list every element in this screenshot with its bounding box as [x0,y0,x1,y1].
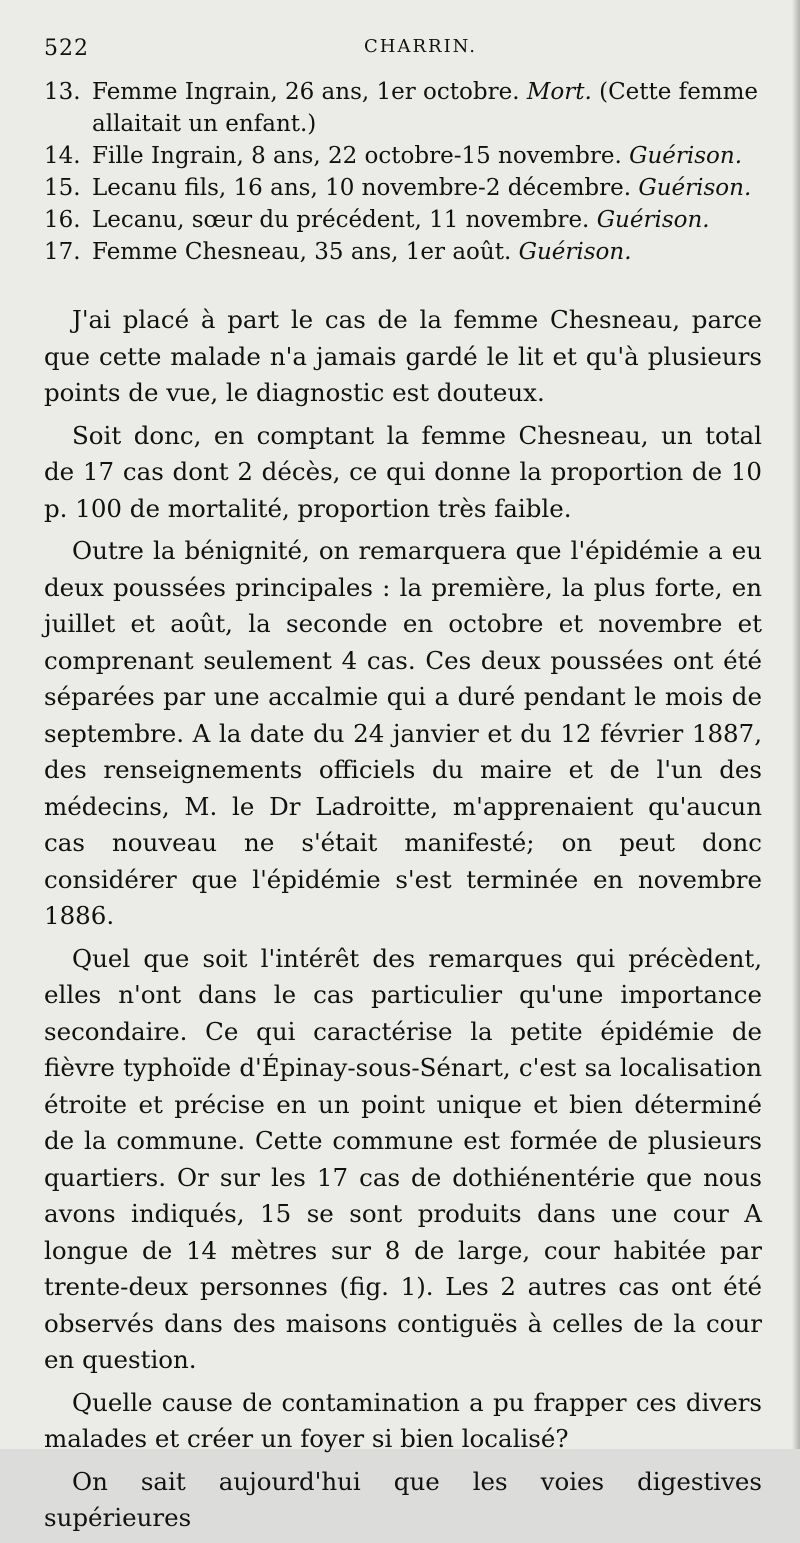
paragraph: Soit donc, en comptant la femme Chesneau, un total de 17 cas dont 2 décès, ce qui donne la proportion de 10 p. 100 de mortalité, proportion très faible. [44,420,762,523]
case-number: 17. [44,239,81,265]
case-list [44,76,764,268]
paragraph: Quelle cause de contamination a pu frapper ces divers malades et créer un foyer si bien localisé? [44,1387,762,1453]
body-text [44,302,762,1543]
case-text: Lecanu fils, 16 ans, 10 novembre-2 décembre. [92,175,632,201]
page-edge-shadow [792,0,800,1449]
case-outcome: Mort. [526,79,592,105]
case-item [44,236,764,268]
case-number: 13. [44,79,81,105]
case-text: Femme Ingrain, 26 ans, 1er octobre. [92,79,520,105]
case-outcome: Guérison. [638,175,752,201]
paragraph: J'ai placé à part le cas de la femme Chesneau, parce que cette malade n'a jamais gardé le lit et qu'à plusieurs points de vue, le diagnostic est douteux. [44,305,762,407]
case-item [44,140,764,172]
paragraph: Outre la bénignité, on remarquera que l'épidémie a eu deux poussées principales : la première, la plus forte, en juillet et août, la seconde en octobre et novembre et comprenant seulement 4 cas. Ces deux poussées ont été séparées par une accalmie qui a duré pendant le mois de septembre. A la date du 24 janvier et du 12 février 1887, des renseignements officiels du maire et de l'un des médecins, M. le Dr Ladroitte, m'apprenaient qu'aucun cas nouveau ne s'était manifesté; on peut donc considérer que l'épidémie s'est terminée en novembre 1886. [44,536,762,930]
case-item [44,172,764,204]
running-head-author: CHARRIN. [364,36,478,57]
case-text: Lecanu, sœur du précédent, 11 novembre. [92,207,590,233]
running-head [44,36,764,66]
case-number: 15. [44,175,81,201]
paragraph: Quel que soit l'intérêt des remarques qui précèdent, elles n'ont dans le cas particulier qu'une importance secondaire. Ce qui caractérise la petite épidémie de fièvre typhoïde d'Épinay-sous-Sénart, c'est sa localisation étroite et précise en un point unique et bien déterminé de la commune. Cette commune est formée de plusieurs quartiers. Or sur les 17 cas de dothiénentérie que nous avons indiqués, 15 se sont produits dans une cour A longue de 14 mètres sur 8 de large, cour habitée par trente-deux personnes (fig. 1). Les 2 autres cas ont été observés dans des maisons contiguës à celles de la cour en question. [44,943,762,1374]
case-number: 14. [44,143,81,169]
page-number: 522 [44,36,89,61]
case-outcome: Guérison. [596,207,710,233]
case-text: Fille Ingrain, 8 ans, 22 octobre-15 novembre. [92,143,622,169]
case-outcome: Guérison. [518,239,632,265]
case-item [44,76,764,140]
case-item [44,204,764,236]
case-outcome: Guérison. [629,143,743,169]
case-number: 16. [44,207,81,233]
case-note: (Cette femme allaitait un enfant.) [92,79,759,137]
paragraph: On sait aujourd'hui que les voies digestives supérieures [44,1466,762,1532]
case-text: Femme Chesneau, 35 ans, 1er août. [92,239,512,265]
